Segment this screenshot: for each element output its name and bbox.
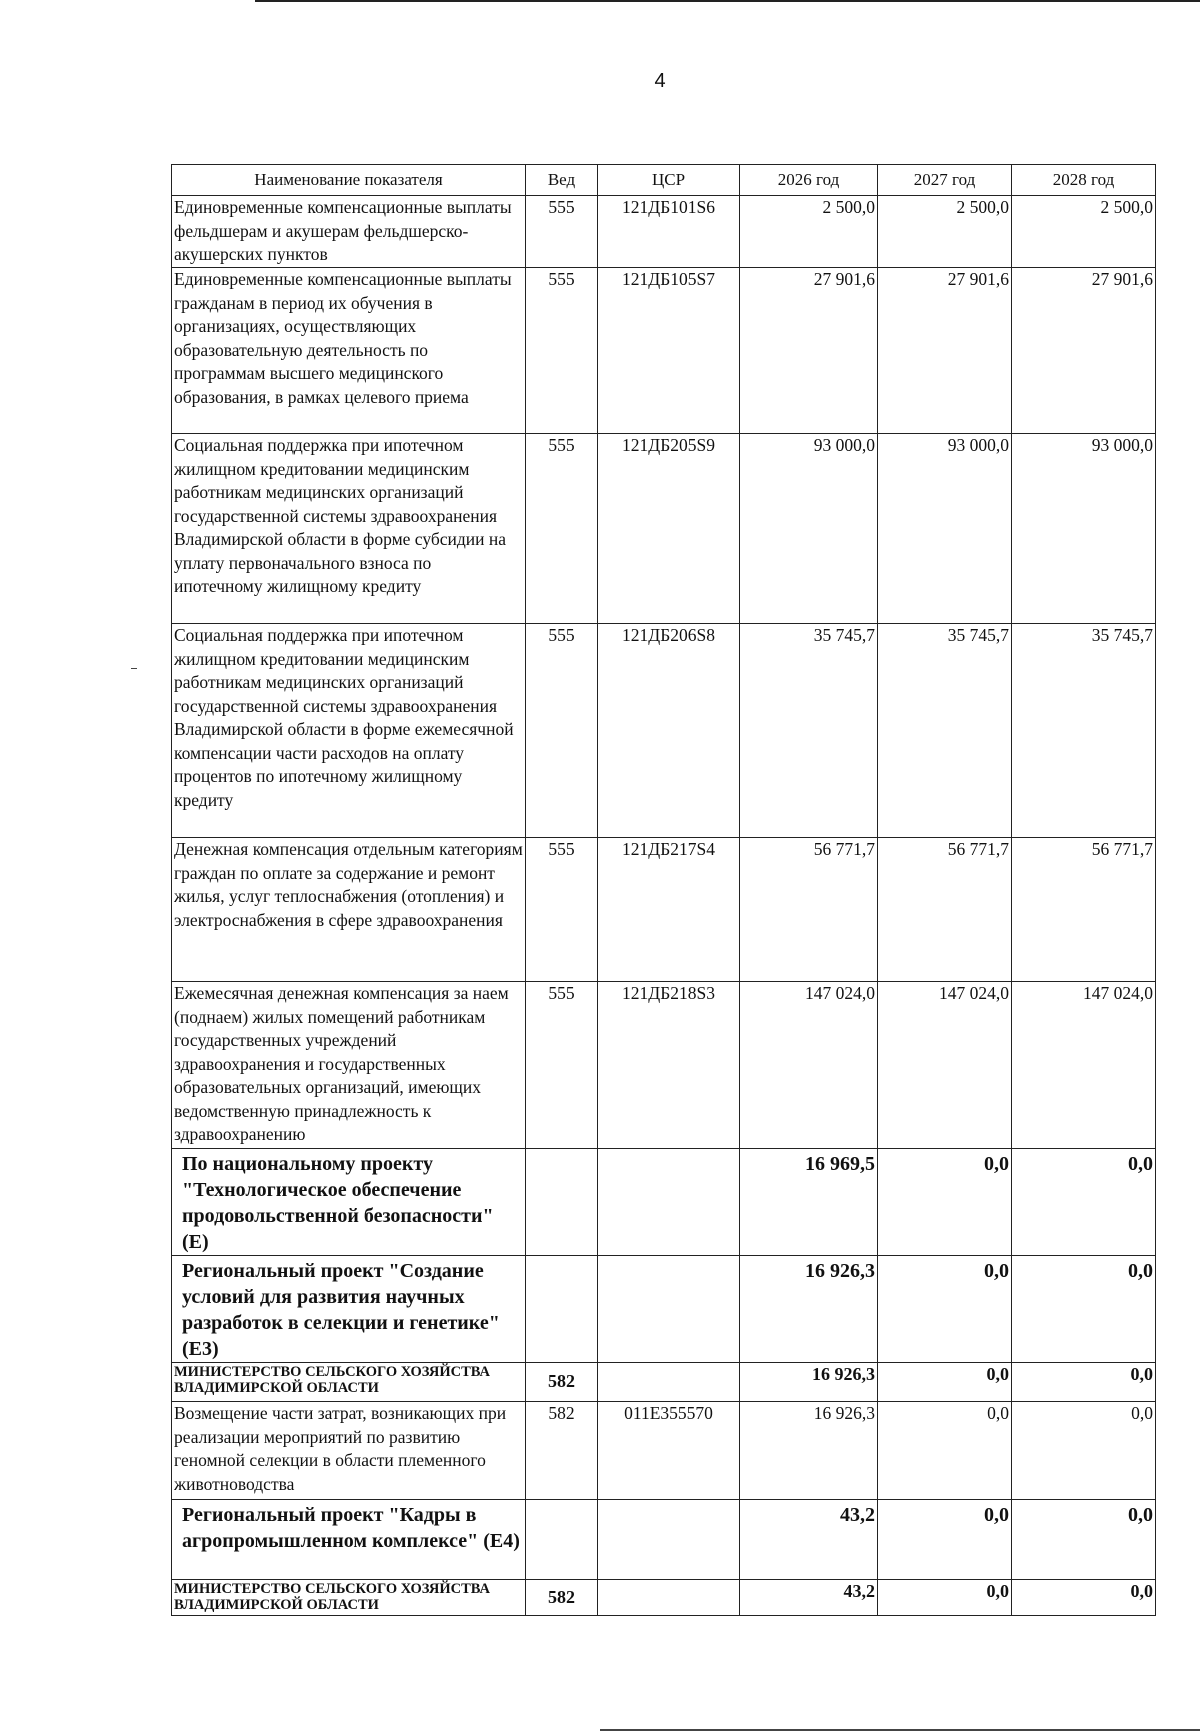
row-2026: 147 024,0 [740,982,878,1149]
row-csr: 121ДБ105S7 [598,268,740,434]
row-2026: 16 926,3 [740,1402,878,1500]
row-2028: 0,0 [1012,1256,1156,1363]
table-row [172,196,1156,268]
table-row [172,434,1156,624]
row-name: Возмещение части затрат, возникающих при реализации мероприятий по развитию геномной селекции в области племенного животноводства [172,1402,526,1500]
row-2028: 0,0 [1012,1149,1156,1256]
row-csr: 121ДБ206S8 [598,624,740,838]
section-name: Региональный проект "Кадры в агропромышленном комплексе" (Е4) [172,1500,526,1580]
table-row [172,1402,1156,1500]
bottom-border-line [600,1729,1200,1731]
row-2028: 0,0 [1012,1580,1156,1616]
budget-table [171,164,1156,1616]
row-csr [598,1580,740,1616]
row-2026: 16 969,5 [740,1149,878,1256]
row-2026: 16 926,3 [740,1363,878,1402]
row-2028: 0,0 [1012,1363,1156,1402]
row-name: Единовременные компенсационные выплаты гражданам в период их обучения в организациях, осуществляющих образовательную деятельность по программам высшего медицинского образования, в рамках целевого приема [172,268,526,434]
row-2027: 0,0 [878,1402,1012,1500]
row-name: Социальная поддержка при ипотечном жилищном кредитовании медицинским работникам медицинских организаций государственной системы здравоохранения Владимирской области в форме ежемесячной компенсации части расходов на оплату процентов по ипотечному жилищному кредиту [172,624,526,838]
row-2028: 35 745,7 [1012,624,1156,838]
row-csr: 121ДБ205S9 [598,434,740,624]
row-2027: 35 745,7 [878,624,1012,838]
row-2026: 27 901,6 [740,268,878,434]
row-2026: 43,2 [740,1500,878,1580]
row-2026: 16 926,3 [740,1256,878,1363]
ministry-name: МИНИСТЕРСТВО СЕЛЬСКОГО ХОЗЯЙСТВА ВЛАДИМИРСКОЙ ОБЛАСТИ [172,1580,526,1616]
table-row [172,624,1156,838]
row-2026: 35 745,7 [740,624,878,838]
section-name: Региональный проект "Создание условий для развития научных разработок в селекции и генетике" (Е3) [172,1256,526,1363]
header-2027: 2027 год [878,165,1012,196]
row-ved [526,1149,598,1256]
row-2027: 93 000,0 [878,434,1012,624]
row-csr [598,1500,740,1580]
scan-mark [131,668,137,669]
header-ved: Вед [526,165,598,196]
row-ved: 582 [526,1580,598,1616]
row-2028: 0,0 [1012,1500,1156,1580]
row-csr: 121ДБ217S4 [598,838,740,982]
table-row [172,982,1156,1149]
page-number: 4 [654,70,666,92]
row-2027: 2 500,0 [878,196,1012,268]
row-csr: 011Е355570 [598,1402,740,1500]
row-ved: 555 [526,268,598,434]
row-2027: 147 024,0 [878,982,1012,1149]
header-2026: 2026 год [740,165,878,196]
row-2028: 27 901,6 [1012,268,1156,434]
row-csr: 121ДБ218S3 [598,982,740,1149]
header-csr: ЦСР [598,165,740,196]
row-2028: 56 771,7 [1012,838,1156,982]
top-border-line [255,0,1200,2]
section-row [172,1149,1156,1256]
row-2028: 0,0 [1012,1402,1156,1500]
row-2026: 2 500,0 [740,196,878,268]
row-ved: 582 [526,1363,598,1402]
header-2028: 2028 год [1012,165,1156,196]
row-ved: 555 [526,982,598,1149]
row-2028: 2 500,0 [1012,196,1156,268]
table-header-row [172,165,1156,196]
row-name: Денежная компенсация отдельным категориям граждан по оплате за содержание и ремонт жилья, услуг теплоснабжения (отопления) и электроснабжения в сфере здравоохранения [172,838,526,982]
table-row [172,838,1156,982]
row-ved: 555 [526,196,598,268]
row-2027: 56 771,7 [878,838,1012,982]
row-name: Ежемесячная денежная компенсация за наем (поднаем) жилых помещений работникам государственных учреждений здравоохранения и государственных образовательных организаций, имеющих ведомственную принадлежность к здравоохранению [172,982,526,1149]
row-2026: 93 000,0 [740,434,878,624]
row-2027: 0,0 [878,1500,1012,1580]
row-csr [598,1256,740,1363]
row-2028: 93 000,0 [1012,434,1156,624]
section-name: По национальному проекту "Технологическое обеспечение продовольственной безопасности" (Е) [172,1149,526,1256]
ministry-row [172,1580,1156,1616]
row-name: Единовременные компенсационные выплаты фельдшерам и акушерам фельдшерско-акушерских пунктов [172,196,526,268]
row-ved [526,1256,598,1363]
table-row [172,268,1156,434]
row-name: Социальная поддержка при ипотечном жилищном кредитовании медицинским работникам медицинских организаций государственной системы здравоохранения Владимирской области в форме субсидии на уплату первоначального взноса по ипотечному жилищному кредиту [172,434,526,624]
row-csr [598,1363,740,1402]
row-2027: 0,0 [878,1363,1012,1402]
row-ved [526,1500,598,1580]
section-row [172,1256,1156,1363]
row-ved: 555 [526,624,598,838]
row-ved: 555 [526,434,598,624]
section-row [172,1500,1156,1580]
row-2027: 0,0 [878,1580,1012,1616]
row-2026: 56 771,7 [740,838,878,982]
row-csr: 121ДБ101S6 [598,196,740,268]
row-2027: 0,0 [878,1256,1012,1363]
row-2028: 147 024,0 [1012,982,1156,1149]
ministry-row [172,1363,1156,1402]
row-csr [598,1149,740,1256]
row-ved: 582 [526,1402,598,1500]
row-2027: 0,0 [878,1149,1012,1256]
header-name: Наименование показателя [172,165,526,196]
ministry-name: МИНИСТЕРСТВО СЕЛЬСКОГО ХОЗЯЙСТВА ВЛАДИМИРСКОЙ ОБЛАСТИ [172,1363,526,1402]
row-ved: 555 [526,838,598,982]
row-2027: 27 901,6 [878,268,1012,434]
row-2026: 43,2 [740,1580,878,1616]
